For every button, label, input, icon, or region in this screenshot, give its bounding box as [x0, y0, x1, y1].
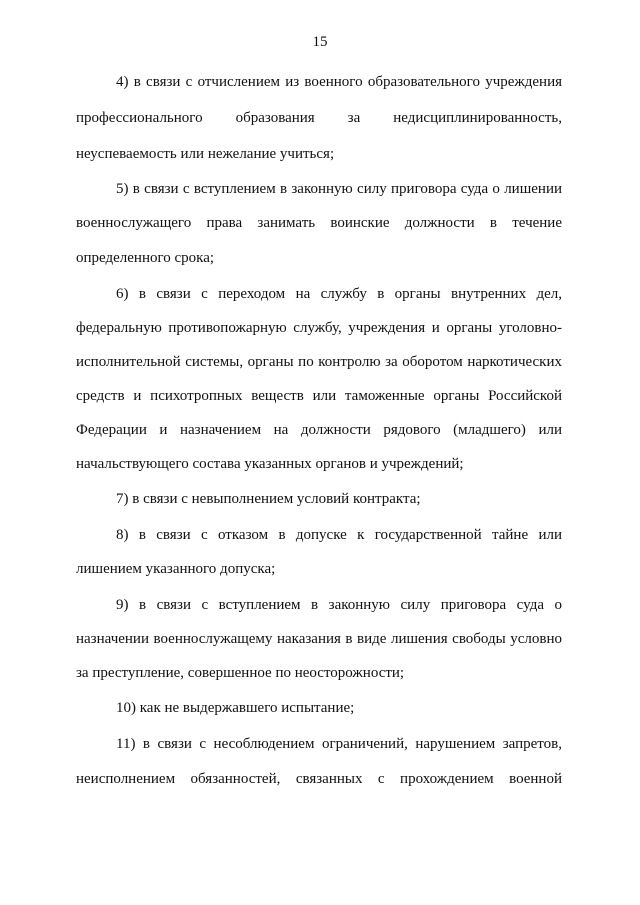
text-line: Федерации и назначением на должности рядового (младшего) или [76, 422, 562, 438]
text-line: 10) как не выдержавшего испытание; [116, 700, 355, 716]
text-line: федеральную противопожарную службу, учреждения и органы уголовно- [76, 320, 562, 336]
text-line: 6) в связи с переходом на службу в органы внутренних дел, [116, 286, 562, 302]
text-line: начальствующего состава указанных органов и учреждений; [76, 456, 464, 472]
page-number: 15 [312, 34, 328, 50]
text-line: 9) в связи с вступлением в законную силу приговора суда о [116, 597, 562, 613]
text-line: лишением указанного допуска; [76, 561, 276, 577]
text-line: военнослужащего права занимать воинские должности в течение [76, 215, 562, 231]
text-line: 7) в связи с невыполнением условий контракта; [116, 491, 421, 507]
text-line: неисполнением обязанностей, связанных с прохождением военной [76, 771, 562, 787]
text-line: средств и психотропных веществ или таможенные органы Российской [76, 388, 562, 404]
text-line: назначении военнослужащему наказания в виде лишения свободы условно [76, 631, 562, 647]
text-line: исполнительной системы, органы по контролю за оборотом наркотических [76, 354, 562, 370]
text-line: 4) в связи с отчислением из военного образовательного учреждения [116, 74, 562, 90]
text-line: определенного срока; [76, 250, 215, 266]
text-line: 8) в связи с отказом в допуске к государственной тайне или [116, 527, 562, 543]
text-line: профессионального образования за недисциплинированность, [76, 110, 562, 126]
text-line: неуспеваемость или нежелание учиться; [76, 146, 335, 162]
text-line: 5) в связи с вступлением в законную силу приговора суда о лишении [116, 181, 562, 197]
text-line: за преступление, совершенное по неосторожности; [76, 665, 405, 681]
text-line: 11) в связи с несоблюдением ограничений, нарушением запретов, [116, 736, 562, 752]
